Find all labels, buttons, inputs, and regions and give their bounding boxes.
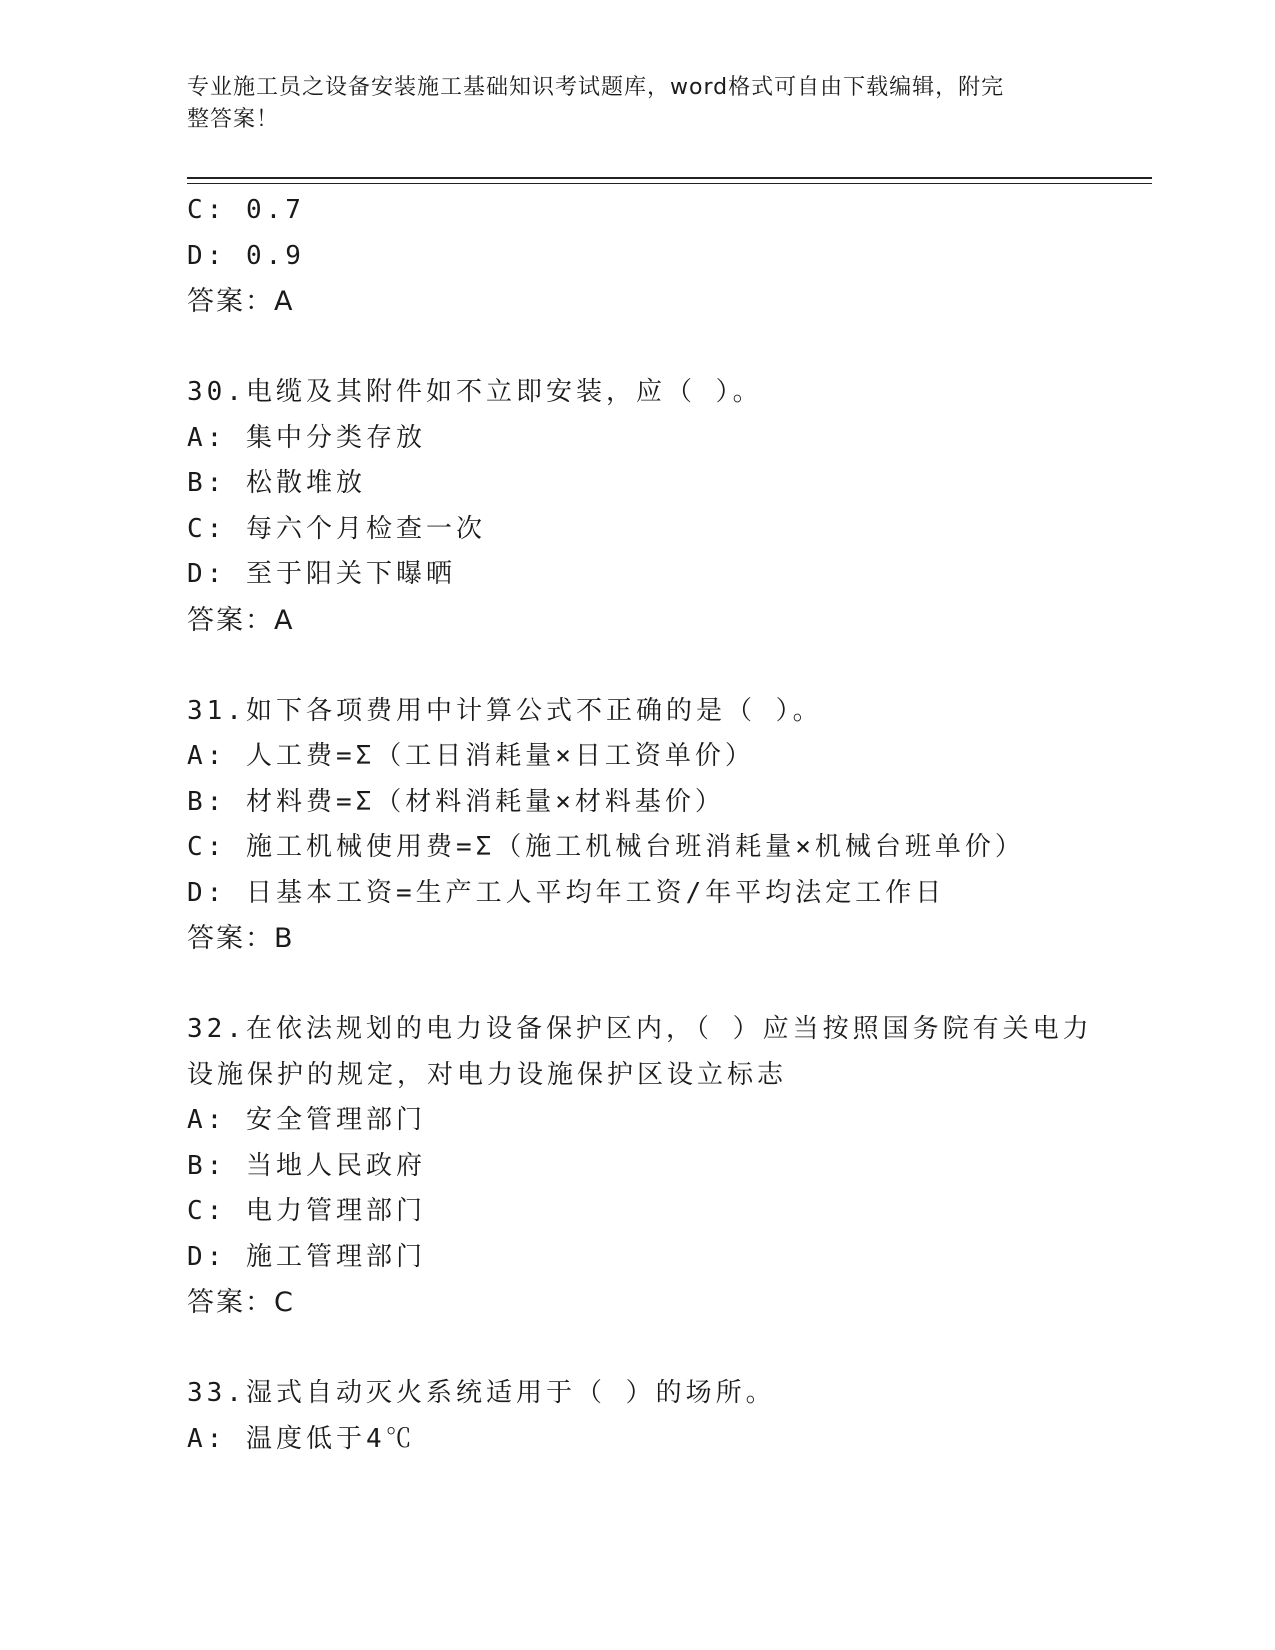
question-31 xyxy=(187,689,1087,962)
option-d: D: 至于阳关下曝晒 xyxy=(187,559,456,589)
option-c: C: 施工机械使用费=Σ（施工机械台班消耗量×机械台班单价） xyxy=(187,832,1025,862)
question-text: 33.湿式自动灭火系统适用于（ ）的场所。 xyxy=(187,1378,776,1408)
question-30 xyxy=(187,370,1087,643)
document-header xyxy=(187,72,1067,136)
answer-line: 答案：A xyxy=(187,286,295,317)
option-a: A: 集中分类存放 xyxy=(187,422,426,453)
header-divider-thin xyxy=(187,183,1152,184)
option-b: B: 松散堆放 xyxy=(187,468,366,498)
question-32 xyxy=(187,1007,1093,1326)
spacer xyxy=(187,1326,1087,1372)
option-d: D: 日基本工资=生产工人平均年工资/年平均法定工作日 xyxy=(187,877,946,908)
option-c: C: 0.7 xyxy=(187,195,305,225)
option-d: D: 0.9 xyxy=(187,240,305,271)
option-a: A: 人工费=Σ（工日消耗量×日工资单价） xyxy=(187,741,755,771)
option-b: B: 材料费=Σ（材料消耗量×材料基价） xyxy=(187,786,725,817)
question-text: 32.在依法规划的电力设备保护区内，（ ）应当按照国务院有关电力 xyxy=(187,1014,1093,1044)
question-text: 31.如下各项费用中计算公式不正确的是（ ）。 xyxy=(187,695,823,726)
answer-line: 答案：A xyxy=(187,604,295,636)
option-c: C: 电力管理部门 xyxy=(187,1196,426,1226)
question-text: 30.电缆及其附件如不立即安装，应（ ）。 xyxy=(187,377,763,407)
answer-line: 答案：B xyxy=(187,923,295,954)
option-a: A: 安全管理部门 xyxy=(187,1105,426,1135)
option-d: D: 施工管理部门 xyxy=(187,1241,426,1272)
header-line-2: 整答案！ xyxy=(187,107,280,132)
header-divider-thick xyxy=(187,177,1152,179)
question-29-tail xyxy=(187,188,1087,325)
option-a: A: 温度低于4℃ xyxy=(187,1423,416,1454)
spacer xyxy=(187,325,1087,371)
question-content xyxy=(187,188,1093,1462)
question-33 xyxy=(187,1371,1087,1462)
header-line-1: 专业施工员之设备安装施工基础知识考试题库，word格式可自由下载编辑，附完 xyxy=(187,75,1005,100)
question-text-continued: 设施保护的规定，对电力设施保护区设立标志 xyxy=(187,1059,788,1090)
answer-line: 答案：C xyxy=(187,1287,295,1318)
spacer xyxy=(187,962,1087,1008)
spacer xyxy=(187,643,1087,689)
option-b: B: 当地人民政府 xyxy=(187,1150,426,1181)
option-c: C: 每六个月检查一次 xyxy=(187,513,486,544)
